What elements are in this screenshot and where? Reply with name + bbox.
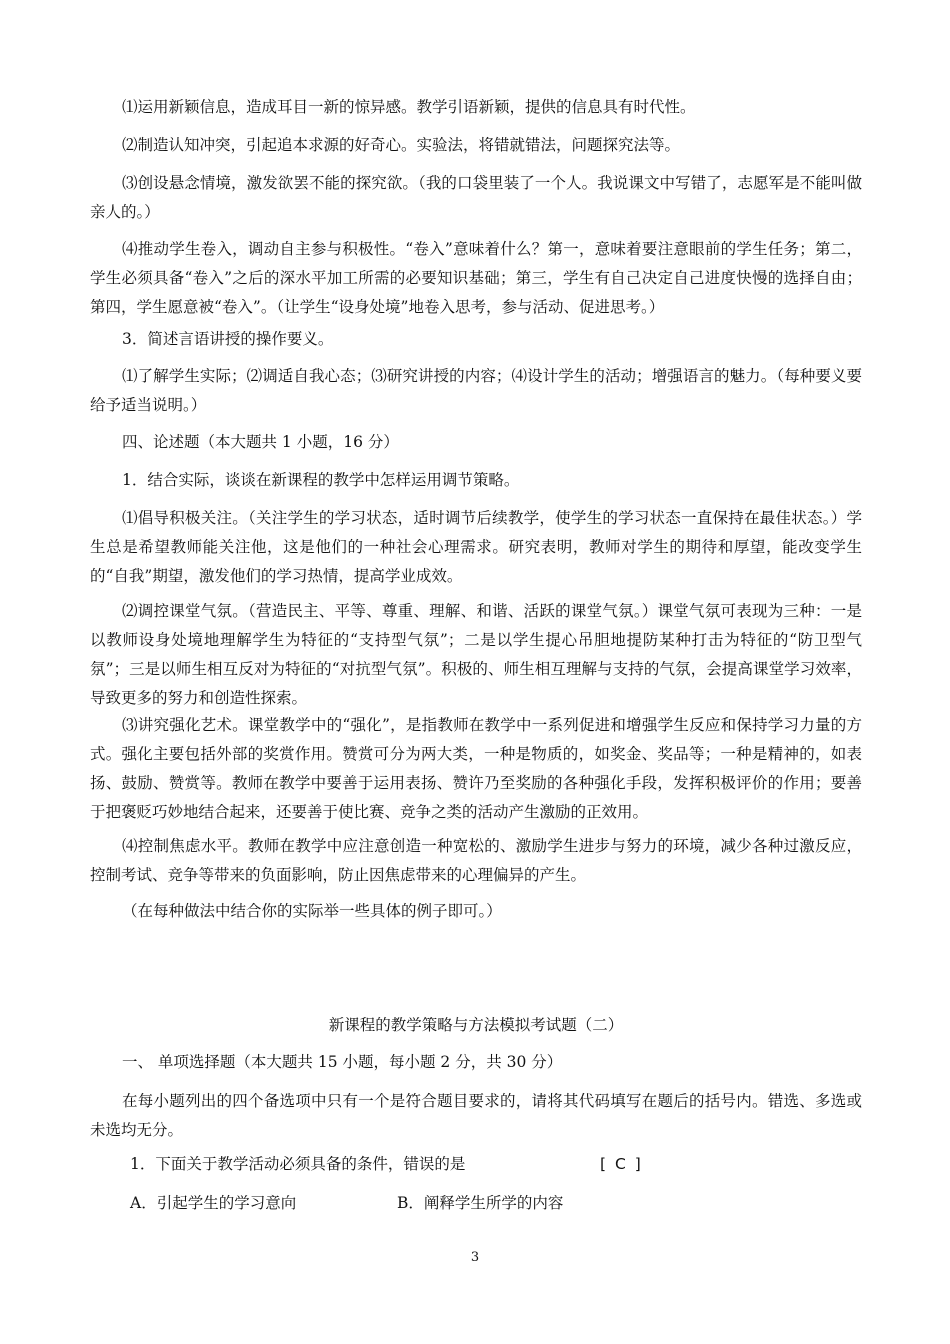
option-a: A．引起学生的学习意向 xyxy=(130,1194,297,1212)
answer-item-4: ⑷控制焦虑水平。教师在教学中应注意创造一种宽松的、激励学生进步与努力的环境，减少各种过激反应，控制考试、竞争等带来的负面影响，防止因焦虑带来的心理偏异的产生。 xyxy=(90,837,862,884)
section-4-heading: 四、论述题（本大题共 1 小题，16 分） xyxy=(122,433,399,451)
question-3-answer: ⑴了解学生实际；⑵调适自我心态；⑶研究讲授的内容；⑷设计学生的活动；增强语言的魅力。（每种要义要给予适当说明。） xyxy=(90,367,862,414)
page-number: 3 xyxy=(470,1250,480,1265)
paragraph-item-1: ⑴运用新颖信息，造成耳目一新的惊异感。教学引语新颖，提供的信息具有时代性。 xyxy=(122,98,696,116)
exam-2-question-1-answer: [ C ] xyxy=(600,1155,643,1173)
question-4-title: 1．结合实际，谈谈在新课程的教学中怎样运用调节策略。 xyxy=(122,471,520,489)
question-3-title: 3．简述言语讲授的操作要义。 xyxy=(122,330,334,348)
option-b: B．阐释学生所学的内容 xyxy=(397,1194,564,1212)
answer-item-2: ⑵调控课堂气氛。（营造民主、平等、尊重、理解、和谐、活跃的课堂气氛。）课堂气氛可表现为三种：一是以教师设身处境地理解学生为特征的“支持型气氛”；二是以学生提心吊胆地提防某种打击为特征的“防卫型气氛”；三是以师生相互反对为特征的“对抗型气氛”。积极的、师生相互理解与支持的气氛，会提高课堂学习效率，导致更多的努力和创造性探索。 xyxy=(90,602,862,707)
answer-item-3: ⑶讲究强化艺术。课堂教学中的“强化”，是指教师在教学中一系列促进和增强学生反应和保持学习力量的方式。强化主要包括外部的奖赏作用。赞赏可分为两大类，一种是物质的，如奖金、奖品等；一种是精神的，如表扬、鼓励、赞赏等。教师在教学中要善于运用表扬、赞许乃至奖励的各种强化手段，发挥积极评价的作用；要善于把褒贬巧妙地结合起来，还要善于使比赛、竞争之类的活动产生激励的正效用。 xyxy=(90,716,862,821)
answer-item-1: ⑴倡导积极关注。（关注学生的学习状态，适时调节后续教学，使学生的学习状态一直保持在最佳状态。）学生总是希望教师能关注他，这是他们的一种社会心理需求。研究表明，教师对学生的期待和厚望，能改变学生的“自我”期望，激发他们的学习热情，提高学业成效。 xyxy=(90,509,862,585)
exam-2-title: 新课程的教学策略与方法模拟考试题（二） xyxy=(328,1016,624,1034)
paragraph-item-4: ⑷推动学生卷入，调动自主参与积极性。“卷入”意味着什么？第一，意味着要注意眼前的学生任务；第二，学生必须具备“卷入”之后的深水平加工所需的必要知识基础；第三，学生有自己决定自己进度快慢的选择自由；第四，学生愿意被“卷入”。（让学生“设身处境”地卷入思考，参与活动、促进思考。） xyxy=(90,240,862,316)
exam-2-instructions: 在每小题列出的四个备选项中只有一个是符合题目要求的，请将其代码填写在题后的括号内。错选、多选或未选均无分。 xyxy=(90,1092,862,1139)
answer-note: （在每种做法中结合你的实际举一些具体的例子即可。） xyxy=(122,902,502,920)
paragraph-item-2: ⑵制造认知冲突，引起追本求源的好奇心。实验法，将错就错法，问题探究法等。 xyxy=(122,136,681,154)
exam-2-question-1-stem: 1．下面关于教学活动必须具备的条件，错误的是 xyxy=(130,1155,466,1173)
paragraph-item-3: ⑶创设悬念情境，激发欲罢不能的探究欲。（我的口袋里装了一个人。我说课文中写错了，志愿军是不能叫做亲人的。） xyxy=(90,174,862,221)
exam-2-section-1-heading: 一、 单项选择题（本大题共 15 小题，每小题 2 分，共 30 分） xyxy=(122,1053,563,1071)
